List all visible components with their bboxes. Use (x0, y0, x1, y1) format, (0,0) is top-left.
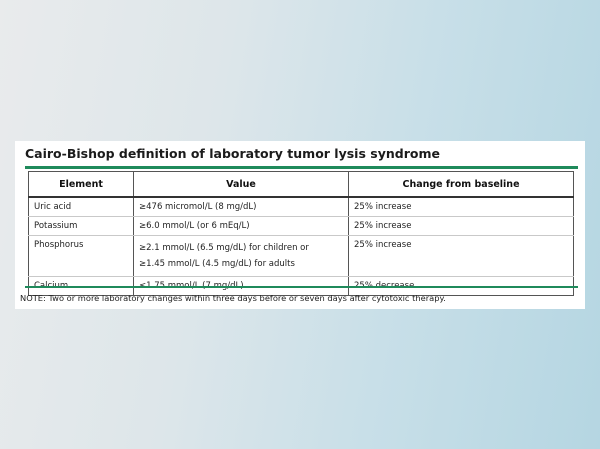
lab-tls-table (28, 171, 574, 296)
header-element: Element (29, 172, 134, 198)
figure-card (15, 141, 585, 309)
header-change: Change from baseline (349, 172, 574, 198)
bottom-rule (25, 286, 578, 288)
table-row (29, 236, 574, 277)
cell-value: ≥476 micromol/L (8 mg/dL) (134, 197, 349, 217)
cell-change: 25% increase (349, 236, 574, 277)
cell-element: Phosphorus (29, 236, 134, 277)
cell-value: ≥6.0 mmol/L (or 6 mEq/L) (134, 217, 349, 236)
cell-change: 25% increase (349, 197, 574, 217)
cell-element: Uric acid (29, 197, 134, 217)
cell-change: 25% increase (349, 217, 574, 236)
top-rule (25, 166, 578, 169)
table-footnote: NOTE: Two or more laboratory changes within three days before or seven days after cytotoxic therapy. (20, 293, 446, 303)
cell-element: Potassium (29, 217, 134, 236)
table-header-row (29, 172, 574, 198)
figure-title: Cairo-Bishop definition of laboratory tumor lysis syndrome (25, 146, 440, 161)
table-row (29, 197, 574, 217)
cell-value (134, 236, 349, 277)
table-row (29, 217, 574, 236)
cell-value-line: ≥1.45 mmol/L (4.5 mg/dL) for adults (139, 259, 295, 269)
header-value: Value (134, 172, 349, 198)
cell-value-line: ≥2.1 mmol/L (6.5 mg/dL) for children or (139, 243, 309, 253)
